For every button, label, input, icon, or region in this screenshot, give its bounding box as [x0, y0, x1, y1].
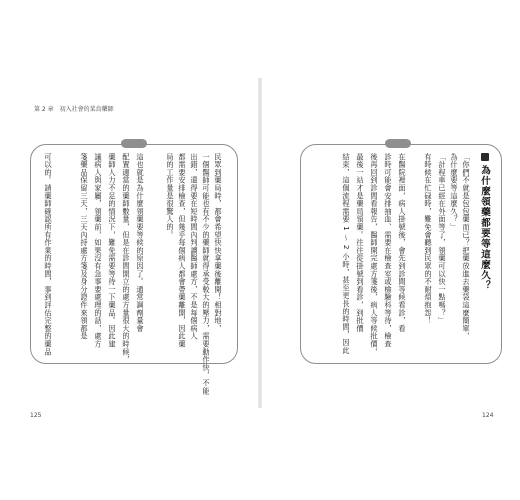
- text-column: 「計程車已經在外面等了，領藥可以快一點嗎？」: [438, 153, 447, 325]
- left-page-card: [30, 144, 238, 395]
- text-column: 民眾到藥局時，都會希望快快拿藥後離開！相對地，: [214, 153, 223, 333]
- text-column: 出錯，還得要在短時間內判讀醫師處方，不是每個病人: [190, 153, 199, 341]
- text-column: 局的工作量是很驚人的。: [166, 153, 175, 239]
- text-column: 結束，這個流程需要 1 ～ 2 小時，甚至更長的時間，因此: [342, 153, 351, 355]
- text-column: 這也就是為什麼領藥要等候的原因了。通常調劑量會: [136, 153, 145, 333]
- text-column: 有時候在忙碌時，難免會聽到民眾的不耐煩抱怨！: [424, 153, 433, 325]
- card-tab: [121, 139, 147, 148]
- text-column: 議病人與家屬，領藥前，如果沒有急事要處理的話，處方: [94, 153, 103, 348]
- text-column: 最後一站才是藥局領藥。往往從掛號到看診，到批價: [356, 153, 365, 333]
- text-column: 一個醫師可能也有不少的藥師就得承受較大的壓力，需要動作快，不能: [202, 153, 211, 395]
- text-column: 箋藥品保留三天，三天內持處方箋及身分證件來領都是: [80, 153, 89, 341]
- text-column: 為什麼要等這麼久？」: [450, 153, 459, 231]
- text-column: 藥師人力不足的情況下，難免需要等待一下藥品。因此建: [108, 153, 117, 348]
- page-number-left: 125: [30, 412, 42, 419]
- text-column: 都需要安排檢查，但幾乎每個病人都會帶藥離開，因此藥: [178, 153, 187, 348]
- chapter-header: 第 2 章 初入社會的菜鳥藥師: [34, 106, 114, 113]
- heading-square-icon: [481, 153, 489, 161]
- section-heading: 為什麼領藥都要等這麼久？: [479, 165, 490, 291]
- right-page-text: [301, 145, 501, 363]
- right-page-card: [300, 144, 502, 364]
- text-column: 診時可能會安排抽血、需要在檢查室或檢驗科等待，檢查: [384, 153, 393, 348]
- text-column: 「你們不就是包包藥而已？把藥放進去藥袋這麼簡單，: [462, 153, 471, 341]
- text-column: 可以的。請藥師確認所有作業的時間，事到評估完整的藥品: [44, 153, 53, 356]
- book-gutter: [258, 78, 262, 408]
- text-column: 在醫院裡面，病人掛號後，會先到診間等候看診，看: [398, 153, 407, 333]
- text-column: 配置適當的藥師數量，但是在診間開立的處方量很大的時候，: [122, 153, 131, 364]
- page-number-right: 124: [482, 412, 494, 419]
- text-column: 後再回到診間看報告，醫師開完處方箋後，病人等候批價，: [370, 153, 379, 356]
